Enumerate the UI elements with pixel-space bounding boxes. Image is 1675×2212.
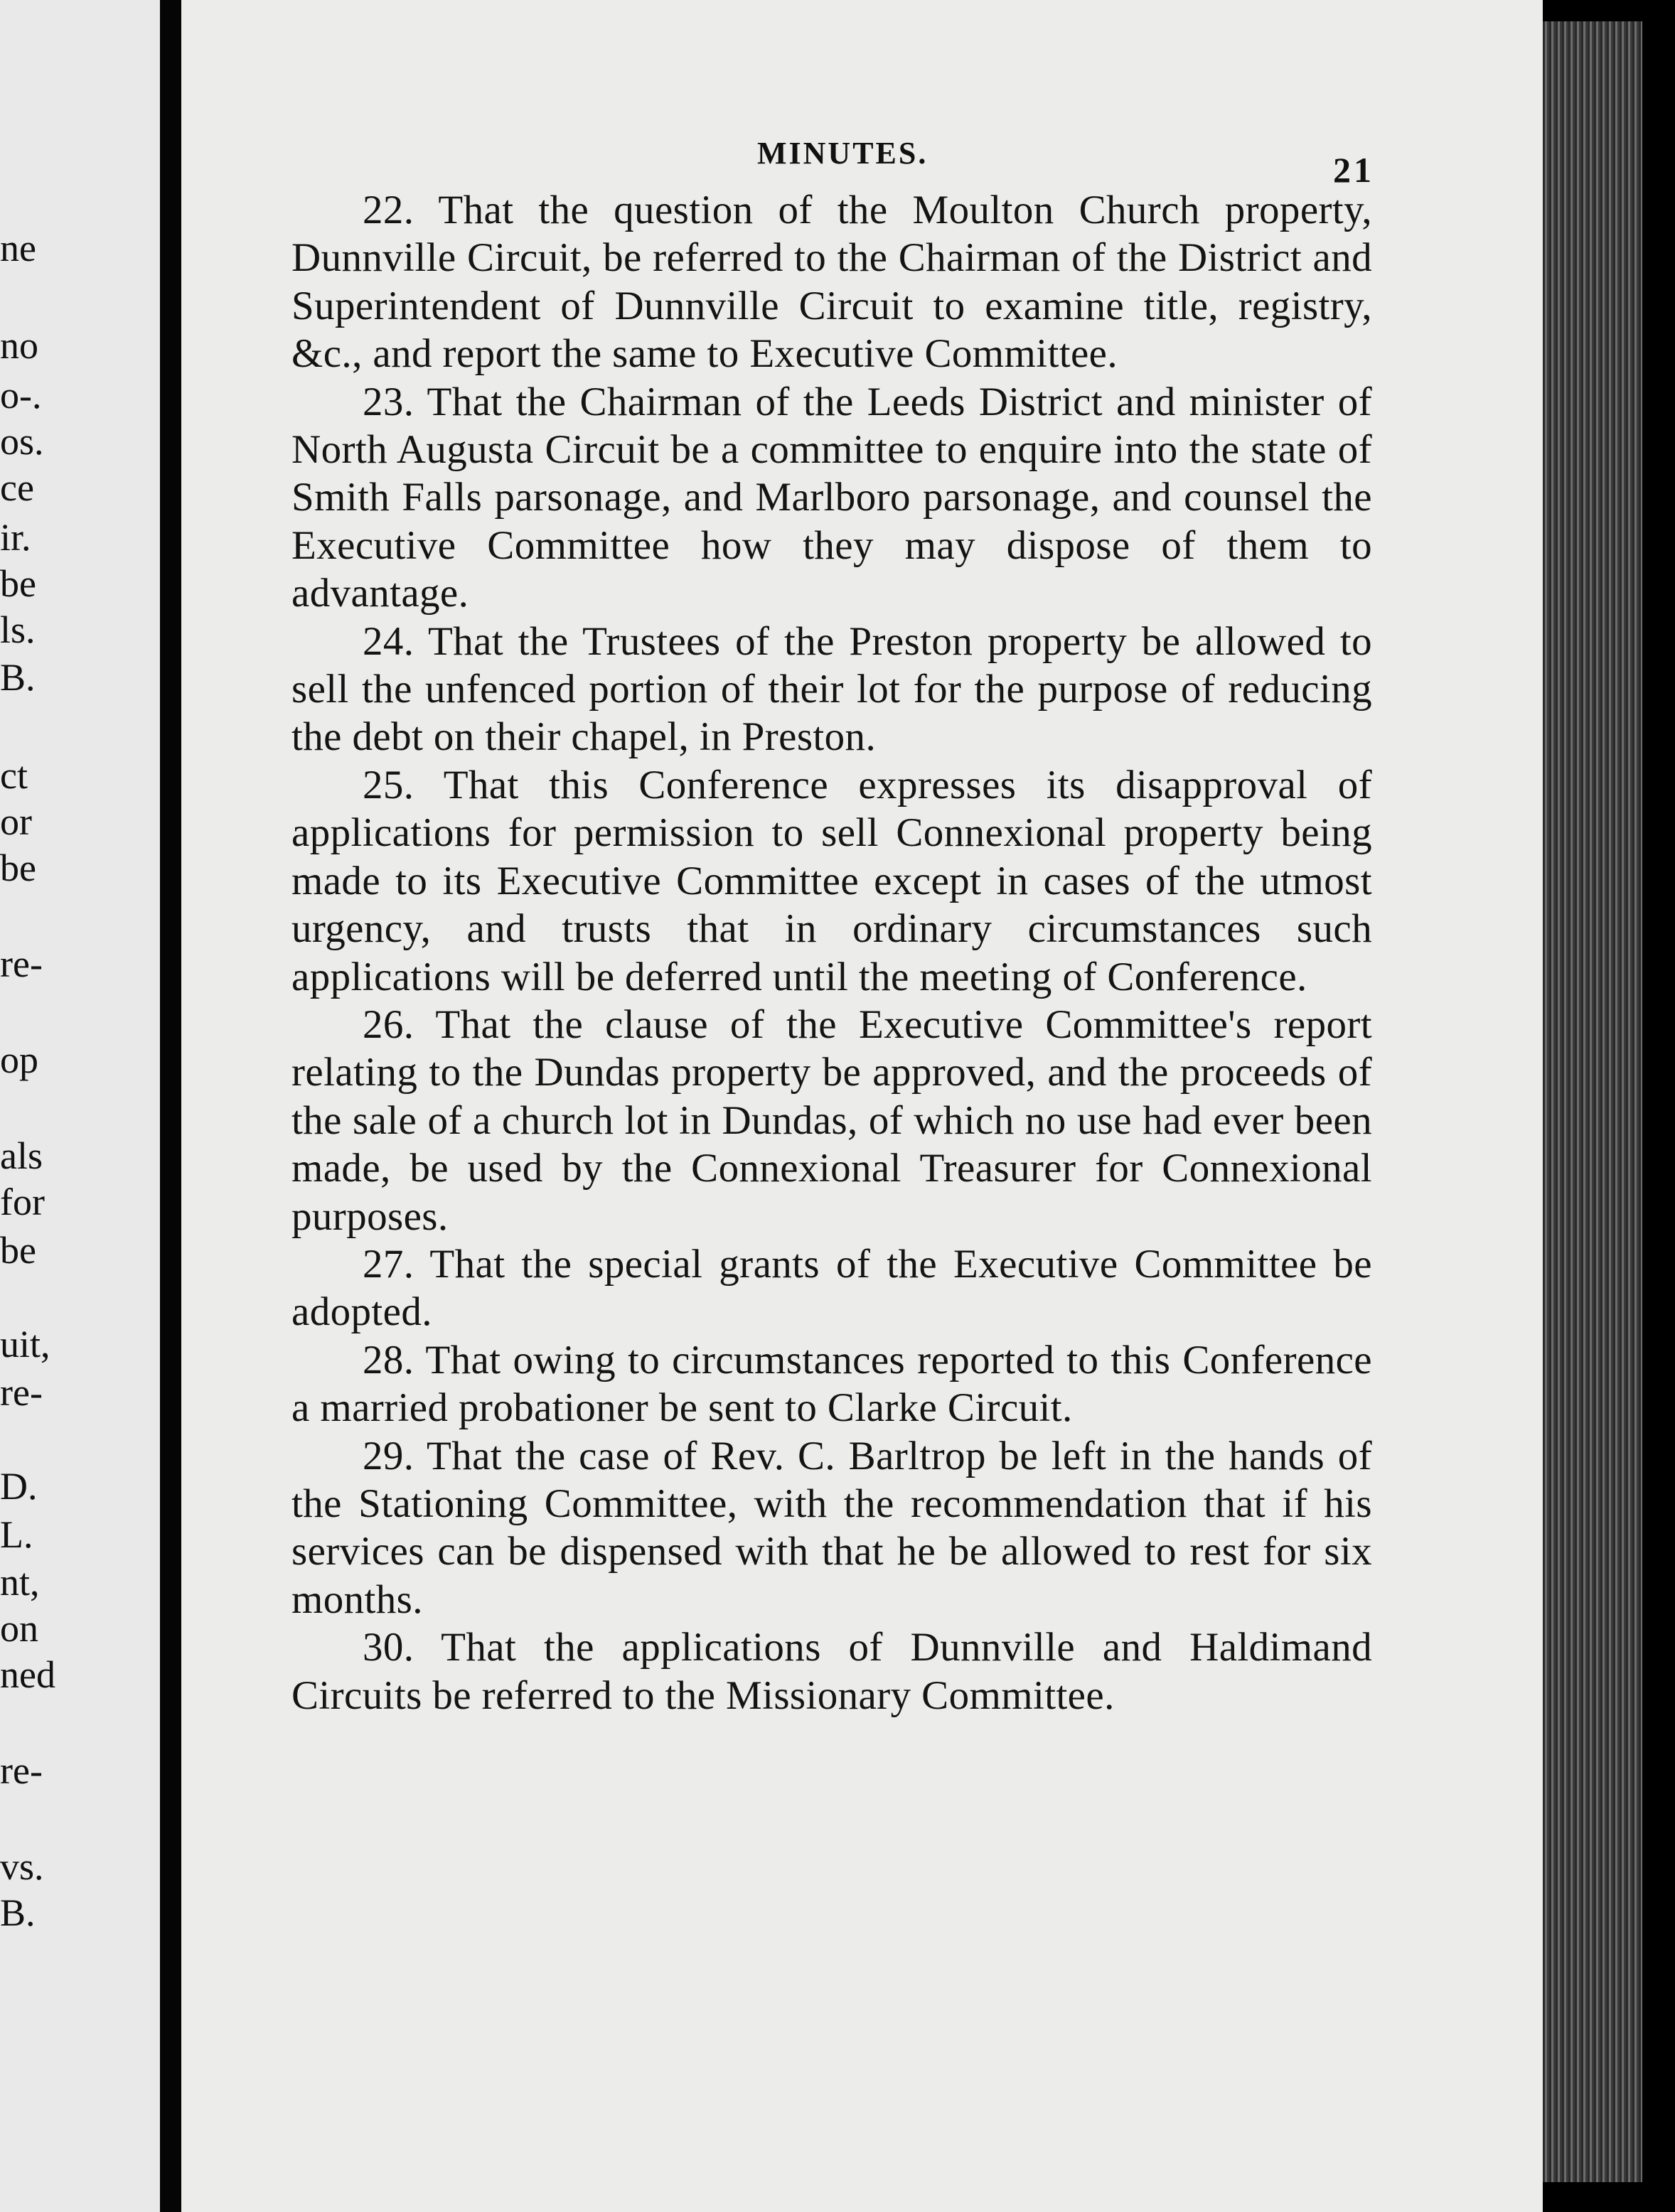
minute-paragraph: 28. That owing to circumstances reported to this Conference a married probationer be sent to Clarke Circuit. bbox=[291, 1337, 1372, 1431]
page-number: 21 bbox=[1333, 150, 1374, 190]
running-head: MINUTES. bbox=[757, 136, 929, 171]
minute-paragraph: 22. That the question of the Moulton Church property, Dunnville Circuit, be referred to the Chairman of the District and Superintendent of Dunnville Circuit to examine title, registry, &c., and report the same to Executive Committee. bbox=[291, 188, 1372, 377]
left-page-fragment: be bbox=[0, 1229, 36, 1272]
left-page-fragment: be bbox=[0, 847, 36, 889]
minute-paragraph: 30. That the applications of Dunnville and Haldimand Circuits be referred to the Missionary Committee. bbox=[291, 1625, 1372, 1718]
left-page-fragment: als bbox=[0, 1134, 43, 1177]
left-page-fragment: o-. bbox=[0, 374, 42, 417]
left-page-fragment: re- bbox=[0, 1371, 43, 1414]
minute-paragraph: 24. That the Trustees of the Preston property be allowed to sell the unfenced portion of their lot for the purpose of reducing the debt on their chapel, in Preston. bbox=[291, 618, 1372, 760]
minute-paragraph: 23. That the Chairman of the Leeds District and minister of North Augusta Circuit be a committee to enquire into the state of Smith Falls parsonage, and Marlboro parsonage, and counsel the Executive Committee how they may dispose of them to advantage. bbox=[291, 379, 1372, 616]
minute-paragraph: 26. That the clause of the Executive Committee's report relating to the Dundas property be approved, and the proceeds of the sale of a church lot in Dundas, of which no use had ever been made, be used by the Connexional Treasurer for Connexional purposes. bbox=[291, 1002, 1372, 1239]
left-page-fragment: L. bbox=[0, 1513, 33, 1556]
page-body bbox=[291, 186, 1372, 1719]
left-page-fragment: vs. bbox=[0, 1845, 44, 1888]
left-page-fragment: B. bbox=[0, 656, 36, 699]
left-page-fragment: ne bbox=[0, 227, 36, 269]
left-page-fragment: ct bbox=[0, 754, 28, 797]
minute-paragraph: 29. That the case of Rev. C. Barltrop be left in the hands of the Stationing Committee, with the recommendation that if his services can be dispensed with that he be allowed to rest for six months. bbox=[291, 1433, 1372, 1622]
left-page-fragment: op bbox=[0, 1038, 38, 1081]
left-page-fragment: no bbox=[0, 324, 38, 367]
left-page-fragment: os. bbox=[0, 420, 44, 463]
book-gutter bbox=[160, 0, 181, 2212]
minute-paragraph: 27. That the special grants of the Executive Committee be adopted. bbox=[291, 1241, 1372, 1335]
left-facing-page bbox=[0, 0, 160, 2212]
left-page-fragment: on bbox=[0, 1607, 38, 1650]
left-page-fragment: B. bbox=[0, 1891, 36, 1934]
left-page-fragment: ce bbox=[0, 466, 34, 509]
minute-paragraph: 25. That this Conference expresses its disapproval of applications for permission to sell Connexional property being made to its Executive Committee except in cases of the utmost urgency, and trusts that in ordinary circumstances such applications will be deferred until the meeting of Conference. bbox=[291, 762, 1372, 999]
left-page-fragment: or bbox=[0, 800, 32, 843]
left-page-fragment: be bbox=[0, 562, 36, 605]
left-page-fragment: re- bbox=[0, 1749, 43, 1792]
left-page-fragment: nt, bbox=[0, 1561, 40, 1604]
page-edge-stack bbox=[1543, 21, 1642, 2182]
left-page-fragment: re- bbox=[0, 943, 43, 985]
page-edge-shadow bbox=[1642, 0, 1675, 2212]
left-page-fragment: D. bbox=[0, 1465, 38, 1508]
left-page-fragment: ls. bbox=[0, 608, 36, 651]
left-page-fragment: ned bbox=[0, 1653, 55, 1696]
left-page-fragment: for bbox=[0, 1181, 45, 1223]
left-page-fragment: ir. bbox=[0, 516, 31, 559]
left-page-fragment: uit, bbox=[0, 1323, 50, 1365]
